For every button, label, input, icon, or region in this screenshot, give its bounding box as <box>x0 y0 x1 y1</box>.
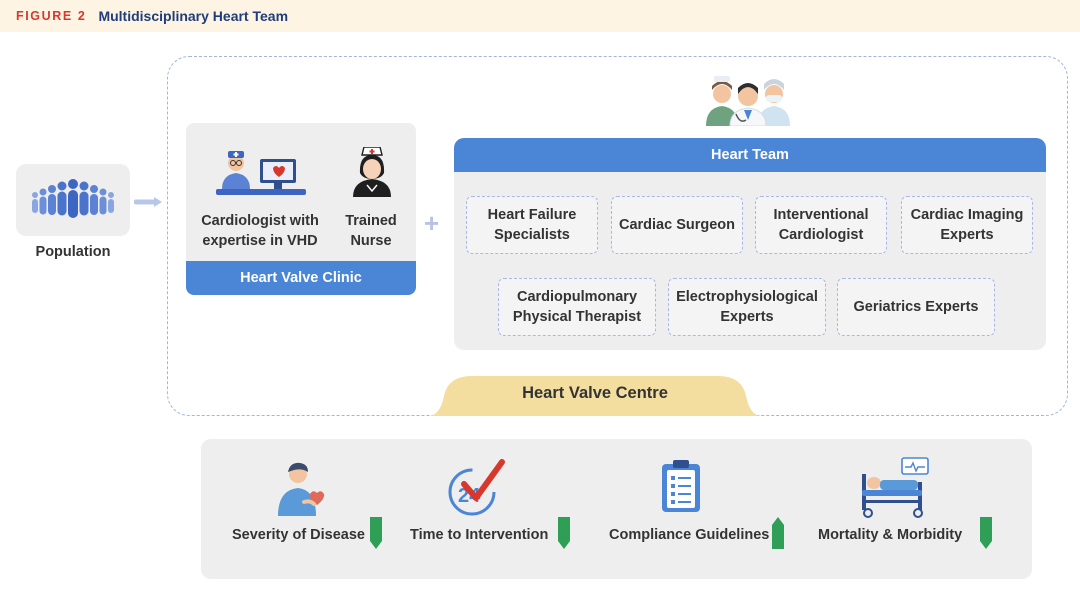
crowd-icon <box>27 178 119 222</box>
trend-down-icon <box>370 517 382 549</box>
hospital-bed-icon <box>858 456 930 518</box>
team-member-cardiac-surgeon: Cardiac Surgeon <box>611 196 743 254</box>
clock-24-check-icon <box>440 458 506 518</box>
clinic-role-cardiologist: Cardiologist with expertise in VHD <box>201 213 319 249</box>
arrow-right-icon <box>134 194 164 210</box>
team-member-geriatrics: Geriatrics Experts <box>837 278 995 336</box>
trend-down-icon <box>980 517 992 549</box>
trend-up-icon <box>772 517 784 549</box>
clinic-role-nurse: Trained Nurse <box>345 213 397 249</box>
team-member-cardiopulmonary: Cardiopulmonary Physical Therapist <box>498 278 656 336</box>
heart-valve-centre-label: Heart Valve Centre <box>522 384 668 402</box>
figure-header <box>0 0 1080 32</box>
cardiologist-monitor-icon <box>216 145 306 199</box>
population-box <box>16 164 130 236</box>
outcome-label-mortality: Mortality & Morbidity <box>818 527 963 543</box>
team-member-electrophysiological: Electrophysiological Experts <box>668 278 826 336</box>
figure-title: Multidisciplinary Heart Team <box>98 8 289 24</box>
patient-heart-icon <box>274 460 328 516</box>
figure-label: FIGURE 2 <box>16 9 87 23</box>
heart-team-panel <box>454 138 1046 350</box>
heart-valve-clinic-panel <box>186 123 416 295</box>
svg-text:24: 24 <box>458 485 481 507</box>
heart-valve-clinic-label: Heart Valve Clinic <box>186 261 416 295</box>
nurse-icon <box>351 147 393 197</box>
population-label: Population <box>35 244 111 260</box>
team-member-cardiac-imaging: Cardiac Imaging Experts <box>901 196 1033 254</box>
trend-down-icon <box>558 517 570 549</box>
team-member-heart-failure: Heart Failure Specialists <box>466 196 598 254</box>
heart-team-label: Heart Team <box>454 138 1046 172</box>
plus-connector: + <box>424 208 440 238</box>
team-member-interventional: Interventional Cardiologist <box>755 196 887 254</box>
outcome-label-severity: Severity of Disease <box>232 527 365 543</box>
outcome-label-compliance: Compliance Guidelines <box>609 527 770 543</box>
clipboard-checklist-icon <box>660 458 702 514</box>
outcome-label-time: Time to Intervention <box>410 527 549 543</box>
medical-team-icon <box>702 70 794 126</box>
